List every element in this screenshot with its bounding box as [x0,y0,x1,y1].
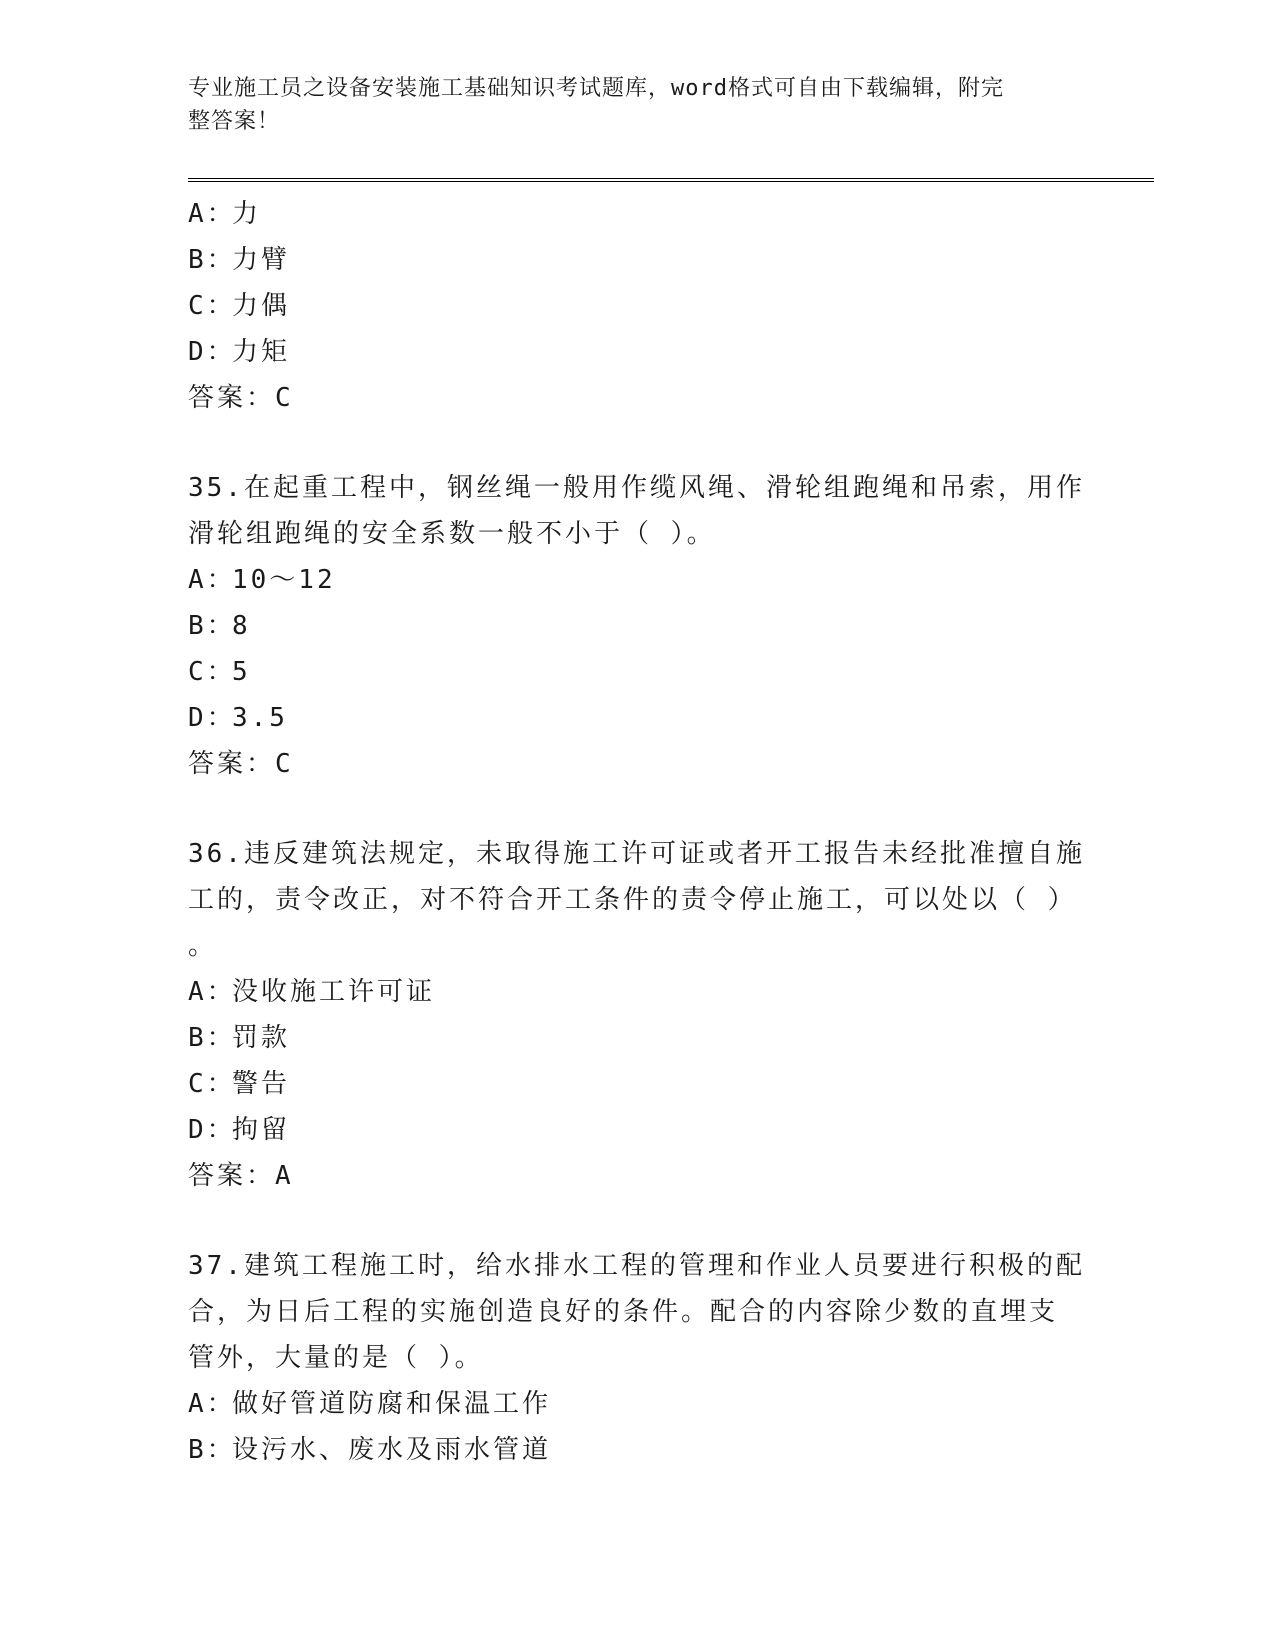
option-a: A：没收施工许可证 [188,977,436,1007]
option-b: B：设污水、废水及雨水管道 [188,1435,552,1465]
option-d: D：力矩 [188,337,291,367]
option-d: D：3.5 [188,703,288,733]
header-line-1: 专业施工员之设备安装施工基础知识考试题库，word格式可自由下载编辑，附完 [188,76,1004,101]
page-header [188,72,1088,138]
option-b: B：罚款 [188,1023,291,1053]
header-line-2: 整答案！ [188,109,281,134]
option-c: C：5 [188,657,251,687]
question-stem: 工的，责令改正，对不符合开工条件的责令停止施工，可以处以（ ） [188,885,1077,915]
option-b: B：力臂 [188,245,291,275]
answer: 答案：C [188,383,294,413]
question-36 [188,831,1088,1199]
answer: 答案：A [188,1161,294,1191]
question-stem: 合，为日后工程的实施创造良好的条件。配合的内容除少数的直埋支 [188,1297,1059,1327]
header-divider [188,178,1154,182]
option-c: C：警告 [188,1069,291,1099]
option-b: B：8 [188,611,251,641]
question-stem: 36.违反建筑法规定，未取得施工许可证或者开工报告未经批准擅自施 [188,839,1085,869]
answer: 答案：C [188,749,294,779]
question-stem: 。 [188,931,218,961]
question-stem: 管外，大量的是（ ）。 [188,1343,484,1373]
question-stem: 滑轮组跑绳的安全系数一般不小于（ ）。 [188,519,716,549]
option-c: C：力偶 [188,291,291,321]
option-d: D：拘留 [188,1115,291,1145]
option-a: A：10～12 [188,565,336,595]
option-a: A：力 [188,199,262,229]
option-a: A：做好管道防腐和保温工作 [188,1389,552,1419]
question-stem: 37.建筑工程施工时，给水排水工程的管理和作业人员要进行积极的配 [188,1251,1085,1281]
question-stem: 35.在起重工程中，钢丝绳一般用作缆风绳、滑轮组跑绳和吊索，用作 [188,473,1085,503]
question-34 [188,191,1088,421]
question-35 [188,465,1088,787]
question-list [188,191,1088,1473]
question-37 [188,1243,1088,1473]
